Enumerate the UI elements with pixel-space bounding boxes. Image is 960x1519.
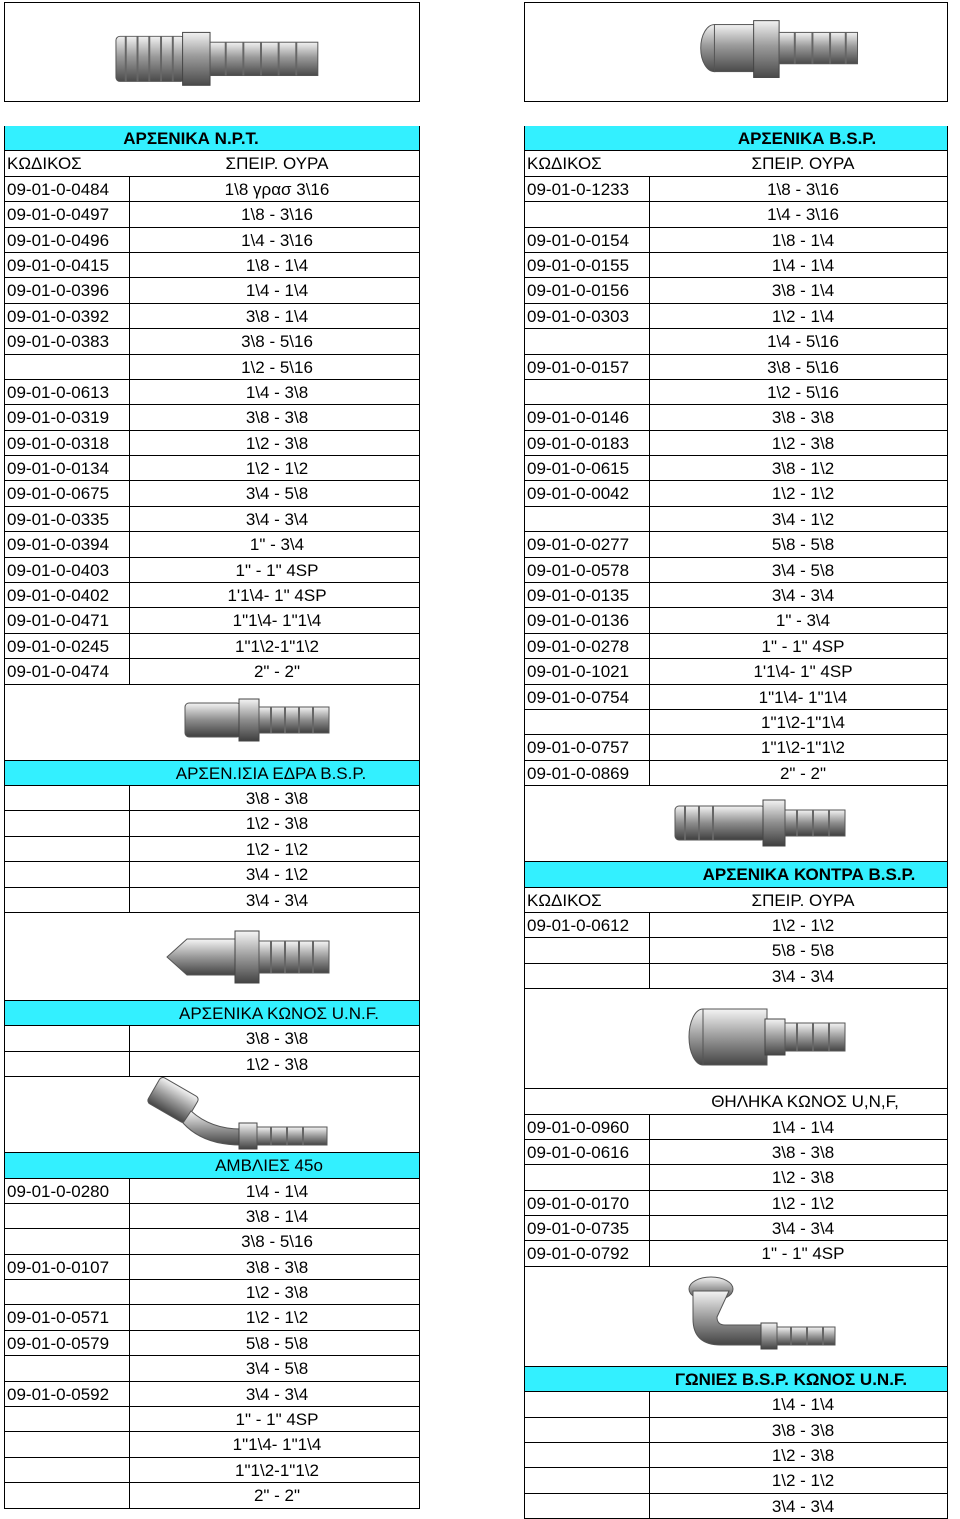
part-code: 09-01-0-0869 xyxy=(527,763,630,783)
table-row xyxy=(524,1140,948,1165)
thread-tail-size: 1"1\4- 1"1\4 xyxy=(232,1435,322,1455)
table-row xyxy=(4,1407,420,1432)
header-thread-tail: ΣΠΕΙΡ. ΟΥΡΑ xyxy=(751,890,855,910)
table-row xyxy=(4,329,420,354)
table-row xyxy=(4,1280,420,1305)
thread-tail-size: 1'1\4- 1" 4SP xyxy=(753,662,853,682)
part-code: 09-01-0-0136 xyxy=(527,611,630,631)
thread-tail-size: 1\2 - 1\4 xyxy=(771,306,835,326)
female-unf-cone-fitting-icon xyxy=(525,989,947,1089)
table-header xyxy=(524,151,948,176)
part-code: 09-01-0-0042 xyxy=(527,484,630,504)
thread-tail-size: 1\4 - 3\16 xyxy=(767,205,839,225)
part-code: 09-01-0-0156 xyxy=(527,281,630,301)
part-code: 09-01-0-0613 xyxy=(7,382,110,402)
table-row xyxy=(524,913,948,938)
thread-tail-size: 3\4 - 3\4 xyxy=(771,1219,835,1239)
thread-tail-size: 1" - 1" 4SP xyxy=(235,1410,319,1430)
fitting-image-flat-seat xyxy=(4,685,420,761)
thread-tail-size: 5\8 - 5\8 xyxy=(771,941,835,961)
part-code: 09-01-0-0278 xyxy=(527,636,630,656)
thread-tail-size: 1\2 - 1\2 xyxy=(771,1471,835,1491)
table-row xyxy=(4,355,420,380)
part-code: 09-01-0-0170 xyxy=(527,1193,630,1213)
male-flat-seat-fitting-icon xyxy=(5,685,419,761)
thread-tail-size: 3\8 - 1\2 xyxy=(771,459,835,479)
thread-tail-size: 1"1\4- 1"1\4 xyxy=(232,611,322,631)
thread-tail-size: 3\8 - 3\8 xyxy=(771,1142,835,1162)
table-row xyxy=(524,1418,948,1443)
header-code: ΚΩΔΙΚΟΣ xyxy=(527,154,602,174)
thread-tail-size: 1\2 - 1\2 xyxy=(771,915,835,935)
part-code: 09-01-0-0183 xyxy=(527,433,630,453)
section-title-text: ΑΡΣΕΝΙΚΑ B.S.P. xyxy=(737,129,877,148)
section-title-text: ΑΡΣΕΝΙΚΑ ΚΟΝΤΡΑ B.S.P. xyxy=(702,865,916,885)
section-title-text: ΑΡΣΕΝ.ΙΣΙΑ ΕΔΡΑ B.S.P. xyxy=(175,763,367,783)
table-row xyxy=(4,253,420,278)
table-row xyxy=(524,583,948,608)
part-code: 09-01-0-0735 xyxy=(527,1219,630,1239)
part-code: 09-01-0-0245 xyxy=(7,636,110,656)
thread-tail-size: 1\2 - 3\8 xyxy=(245,1283,309,1303)
thread-tail-size: 1\4 - 1\4 xyxy=(245,1181,309,1201)
part-code: 09-01-0-0394 xyxy=(7,535,110,555)
table-row xyxy=(4,177,420,202)
thread-tail-size: 3\4 - 5\8 xyxy=(245,1359,309,1379)
part-code: 09-01-0-0579 xyxy=(7,1333,110,1353)
table-row xyxy=(4,558,420,583)
table-row xyxy=(524,456,948,481)
thread-tail-size: 3\8 - 3\8 xyxy=(245,1029,309,1049)
thread-tail-size: 1" - 1" 4SP xyxy=(761,636,845,656)
table-row xyxy=(524,1191,948,1216)
thread-tail-size: 1\4 - 3\8 xyxy=(245,382,309,402)
thread-tail-size: 1\2 - 3\8 xyxy=(245,433,309,453)
part-code: 09-01-0-0154 xyxy=(527,230,630,250)
thread-tail-size: 5\8 - 5\8 xyxy=(771,535,835,555)
table-row xyxy=(524,710,948,735)
part-code: 09-01-0-0303 xyxy=(527,306,630,326)
fitting-image-npt xyxy=(4,2,420,102)
part-code: 09-01-0-0415 xyxy=(7,255,110,275)
thread-tail-size: 1"1\2-1"1\2 xyxy=(761,738,845,758)
table-row xyxy=(524,329,948,354)
thread-tail-size: 1\2 - 1\2 xyxy=(771,1193,835,1213)
thread-tail-size: 1\2 - 3\8 xyxy=(771,433,835,453)
thread-tail-size: 3\8 - 3\8 xyxy=(245,1257,309,1277)
table-row xyxy=(524,253,948,278)
section-title-text: ΑΡΣΕΝΙΚΑ ΚΩΝΟΣ U.N.F. xyxy=(179,1003,379,1023)
elbow-90-fitting-icon xyxy=(525,1267,947,1367)
part-code: 09-01-0-0471 xyxy=(7,611,110,631)
part-code: 09-01-0-0335 xyxy=(7,509,110,529)
table-row xyxy=(4,1305,420,1330)
table-row xyxy=(524,278,948,303)
thread-tail-size: 1\2 - 1\2 xyxy=(771,484,835,504)
male-bsp-fitting-icon xyxy=(525,3,947,101)
table-row xyxy=(524,1241,948,1266)
table-header xyxy=(524,888,948,913)
table-row xyxy=(524,1494,948,1519)
thread-tail-size: 1" - 1" 4SP xyxy=(235,560,319,580)
male-unf-cone-fitting-icon xyxy=(5,913,419,1001)
thread-tail-size: 3\4 - 3\4 xyxy=(245,1384,309,1404)
table-row xyxy=(4,1382,420,1407)
table-row xyxy=(524,685,948,710)
fitting-image-female-unf xyxy=(524,989,948,1089)
table-row xyxy=(4,1229,420,1254)
thread-tail-size: 1\2 - 3\8 xyxy=(245,814,309,834)
thread-tail-size: 1\2 - 1\2 xyxy=(245,459,309,479)
part-code: 09-01-0-0146 xyxy=(527,408,630,428)
thread-tail-size: 1\8 - 1\4 xyxy=(771,230,835,250)
thread-tail-size: 1" - 3\4 xyxy=(249,535,305,555)
table-row xyxy=(524,1392,948,1417)
thread-tail-size: 1\4 - 1\4 xyxy=(771,1395,835,1415)
part-code: 09-01-0-0792 xyxy=(527,1244,630,1264)
table-row xyxy=(4,304,420,329)
table-row xyxy=(524,431,948,456)
table-row xyxy=(4,1331,420,1356)
fitting-image-elbow xyxy=(524,1267,948,1367)
part-code: 09-01-0-0571 xyxy=(7,1308,110,1328)
table-row xyxy=(4,228,420,253)
thread-tail-size: 3\8 - 3\8 xyxy=(245,408,309,428)
table-row xyxy=(524,634,948,659)
table-row xyxy=(4,380,420,405)
part-code: 09-01-0-0754 xyxy=(527,687,630,707)
thread-tail-size: 3\4 - 3\4 xyxy=(771,1496,835,1516)
fitting-image-bsp xyxy=(524,2,948,102)
thread-tail-size: 1\4 - 1\4 xyxy=(771,255,835,275)
table-row xyxy=(4,888,420,913)
thread-tail-size: 3\8 - 1\4 xyxy=(245,306,309,326)
header-code: ΚΩΔΙΚΟΣ xyxy=(527,890,602,910)
part-code: 09-01-0-0277 xyxy=(527,535,630,555)
thread-tail-size: 3\4 - 1\2 xyxy=(245,865,309,885)
thread-tail-size: 1\4 - 1\4 xyxy=(245,281,309,301)
table-row xyxy=(524,228,948,253)
table-row xyxy=(4,481,420,506)
elbow-45-fitting-icon xyxy=(5,1077,419,1153)
thread-tail-size: 1\2 - 3\8 xyxy=(771,1168,835,1188)
table-row xyxy=(524,202,948,227)
table-header xyxy=(4,151,420,176)
table-row xyxy=(524,761,948,786)
section-title-45 xyxy=(4,1153,420,1178)
table-row xyxy=(524,177,948,202)
thread-tail-size: 1" - 3\4 xyxy=(775,611,831,631)
table-row xyxy=(524,507,948,532)
thread-tail-size: 3\8 - 1\4 xyxy=(245,1206,309,1226)
table-row xyxy=(4,1432,420,1457)
thread-tail-size: 1\8 - 3\16 xyxy=(767,179,839,199)
thread-tail-size: 1"1\4- 1"1\4 xyxy=(758,687,848,707)
thread-tail-size: 3\8 - 5\16 xyxy=(767,357,839,377)
thread-tail-size: 1\2 - 3\8 xyxy=(771,1446,835,1466)
table-row xyxy=(524,481,948,506)
fitting-image-unf xyxy=(4,913,420,1001)
thread-tail-size: 3\4 - 5\8 xyxy=(245,484,309,504)
part-code: 09-01-0-0612 xyxy=(527,915,630,935)
table-row xyxy=(4,583,420,608)
part-code: 09-01-0-0392 xyxy=(7,306,110,326)
part-code: 09-01-0-0318 xyxy=(7,433,110,453)
part-code: 09-01-0-0403 xyxy=(7,560,110,580)
table-row xyxy=(4,862,420,887)
table-row xyxy=(4,431,420,456)
thread-tail-size: 3\8 - 3\8 xyxy=(771,408,835,428)
part-code: 09-01-0-0474 xyxy=(7,662,110,682)
table-row xyxy=(524,608,948,633)
part-code: 09-01-0-0496 xyxy=(7,230,110,250)
thread-tail-size: 1\8 - 3\16 xyxy=(241,205,313,225)
thread-tail-size: 1"1\2-1"1\2 xyxy=(235,636,319,656)
part-code: 09-01-0-0135 xyxy=(527,586,630,606)
table-row xyxy=(4,1356,420,1381)
table-row xyxy=(524,405,948,430)
header-code: ΚΩΔΙΚΟΣ xyxy=(7,154,82,174)
part-code: 09-01-0-0280 xyxy=(7,1181,110,1201)
thread-tail-size: 3\4 - 5\8 xyxy=(771,560,835,580)
thread-tail-size: 1\2 - 3\8 xyxy=(245,1054,309,1074)
table-row xyxy=(4,405,420,430)
table-row xyxy=(524,355,948,380)
section-title-elbow xyxy=(524,1367,948,1392)
thread-tail-size: 1\2 - 5\16 xyxy=(241,357,313,377)
thread-tail-size: 3\8 - 3\8 xyxy=(771,1420,835,1440)
thread-tail-size: 1"1\2-1"1\2 xyxy=(235,1460,319,1480)
table-row xyxy=(524,938,948,963)
table-row xyxy=(4,1026,420,1051)
part-code: 09-01-0-0960 xyxy=(527,1117,630,1137)
thread-tail-size: 1\4 - 1\4 xyxy=(771,1117,835,1137)
part-code: 09-01-0-0578 xyxy=(527,560,630,580)
thread-tail-size: 5\8 - 5\8 xyxy=(245,1333,309,1353)
table-row xyxy=(524,304,948,329)
fitting-image-45 xyxy=(4,1077,420,1153)
male-npt-fitting-icon xyxy=(5,3,419,101)
table-row xyxy=(524,1468,948,1493)
thread-tail-size: 1\8 γρασ 3\16 xyxy=(224,179,330,199)
table-row xyxy=(4,1204,420,1229)
thread-tail-size: 1\2 - 5\16 xyxy=(767,382,839,402)
thread-tail-size: 1\2 - 1\2 xyxy=(245,839,309,859)
table-row xyxy=(524,1443,948,1468)
table-row xyxy=(524,558,948,583)
thread-tail-size: 3\8 - 1\4 xyxy=(771,281,835,301)
table-row xyxy=(4,786,420,811)
table-row xyxy=(4,659,420,684)
section-title-bsp xyxy=(524,126,948,151)
part-code: 09-01-0-0155 xyxy=(527,255,630,275)
thread-tail-size: 1\4 - 3\16 xyxy=(241,230,313,250)
thread-tail-size: 1\8 - 1\4 xyxy=(245,255,309,275)
table-row xyxy=(4,1458,420,1483)
thread-tail-size: 2" - 2" xyxy=(779,763,827,783)
table-row xyxy=(4,1052,420,1077)
part-code: 09-01-0-1021 xyxy=(527,662,630,682)
header-thread-tail: ΣΠΕΙΡ. ΟΥΡΑ xyxy=(751,154,855,174)
part-code: 09-01-0-0107 xyxy=(7,1257,110,1277)
table-row xyxy=(4,456,420,481)
part-code: 09-01-0-0484 xyxy=(7,179,110,199)
table-row xyxy=(524,659,948,684)
thread-tail-size: 3\4 - 3\4 xyxy=(245,890,309,910)
thread-tail-size: 3\4 - 3\4 xyxy=(245,509,309,529)
section-title-text: ΓΩΝΙΕΣ B.S.P. ΚΩΝΟΣ U.N.F. xyxy=(674,1369,908,1389)
table-row xyxy=(524,532,948,557)
table-row xyxy=(4,811,420,836)
table-row xyxy=(524,380,948,405)
thread-tail-size: 3\4 - 1\2 xyxy=(771,509,835,529)
part-code: 09-01-0-0396 xyxy=(7,281,110,301)
part-code: 09-01-0-0383 xyxy=(7,332,110,352)
thread-tail-size: 1" - 1" 4SP xyxy=(761,1244,845,1264)
section-title-npt xyxy=(4,126,420,151)
table-row xyxy=(4,507,420,532)
part-code: 09-01-0-0757 xyxy=(527,738,630,758)
table-row xyxy=(524,1115,948,1140)
part-code: 09-01-0-0134 xyxy=(7,459,110,479)
section-title-text: ΑΡΣΕΝΙΚΑ N.P.T. xyxy=(123,129,259,148)
section-title-unf xyxy=(4,1001,420,1026)
table-row xyxy=(524,964,948,989)
table-row xyxy=(4,634,420,659)
thread-tail-size: 1'1\4- 1" 4SP xyxy=(227,586,327,606)
part-code: 09-01-0-0616 xyxy=(527,1142,630,1162)
part-code: 09-01-0-0402 xyxy=(7,586,110,606)
table-row xyxy=(524,735,948,760)
section-title-kontra xyxy=(524,862,948,887)
section-title-text: ΑΜΒΛΙΕΣ 45ο xyxy=(215,1156,323,1176)
table-row xyxy=(4,202,420,227)
table-row xyxy=(4,837,420,862)
thread-tail-size: 1\2 - 1\2 xyxy=(245,1308,309,1328)
thread-tail-size: 1"1\2-1"1\4 xyxy=(761,712,845,732)
thread-tail-size: 3\8 - 3\8 xyxy=(245,788,309,808)
section-title-flat-seat xyxy=(4,761,420,786)
table-row xyxy=(4,608,420,633)
right-column xyxy=(524,0,948,1519)
thread-tail-size: 3\4 - 3\4 xyxy=(771,966,835,986)
part-code: 09-01-0-0675 xyxy=(7,484,110,504)
part-code: 09-01-0-0319 xyxy=(7,408,110,428)
part-code: 09-01-0-0497 xyxy=(7,205,110,225)
thread-tail-size: 2" - 2" xyxy=(253,662,301,682)
table-row xyxy=(524,1165,948,1190)
left-column xyxy=(4,0,420,1509)
section-title-female-unf xyxy=(524,1089,948,1114)
thread-tail-size: 3\8 - 5\16 xyxy=(241,1232,313,1252)
table-row xyxy=(4,278,420,303)
thread-tail-size: 1\4 - 5\16 xyxy=(767,332,839,352)
table-row xyxy=(4,1483,420,1508)
fitting-image-kontra xyxy=(524,786,948,862)
table-row xyxy=(4,532,420,557)
header-thread-tail: ΣΠΕΙΡ. ΟΥΡΑ xyxy=(225,154,329,174)
table-row xyxy=(524,1216,948,1241)
male-bsp-long-fitting-icon xyxy=(525,786,947,862)
thread-tail-size: 2" - 2" xyxy=(253,1486,301,1506)
section-title-text: ΘΗΛΗΚΑ ΚΩΝΟΣ U,N,F, xyxy=(711,1092,899,1112)
table-row xyxy=(4,1179,420,1204)
table-row xyxy=(4,1255,420,1280)
part-code: 09-01-0-1233 xyxy=(527,179,630,199)
thread-tail-size: 3\8 - 5\16 xyxy=(241,332,313,352)
part-code: 09-01-0-0615 xyxy=(527,459,630,479)
part-code: 09-01-0-0592 xyxy=(7,1384,110,1404)
part-code: 09-01-0-0157 xyxy=(527,357,630,377)
thread-tail-size: 3\4 - 3\4 xyxy=(771,586,835,606)
